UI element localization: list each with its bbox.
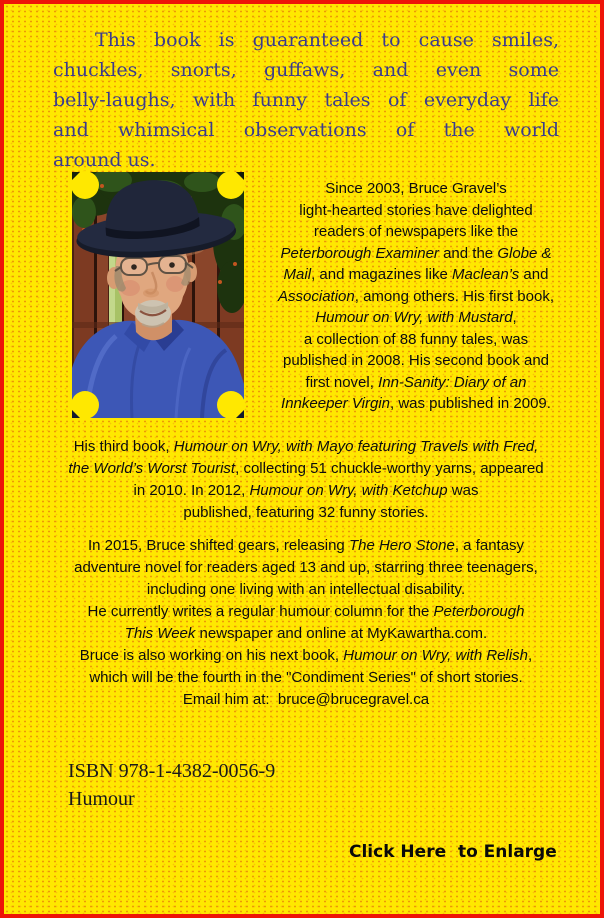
intro-line: This book is guaranteed to cause smiles, <box>95 29 559 51</box>
intro-line: chuckles, snorts, guffaws, and even some <box>53 59 559 81</box>
intro-paragraph <box>53 25 559 175</box>
intro-line: around us. <box>53 149 156 171</box>
genre-text: Humour <box>68 788 135 810</box>
intro-line: belly-laughs, with funny tales of everyday life <box>53 89 559 111</box>
intro-line: and whimsical observations of the world <box>53 119 559 141</box>
bio-beside-photo: Since 2003, Bruce Gravel’s light-hearted stories have delighted readers of newspapers like the Peterborough Examiner and the Globe & Mail, and magazines like Maclean’s and Association, among others. His first book, Humour on Wry, with Mustard, a collection of 88 funny tales, was published in 2008. His second book and first novel, Inn-Sanity: Diary of an Innkeeper Virgin, was published in 2009. <box>278 180 554 412</box>
author-photo <box>72 172 244 418</box>
author-portrait-illustration <box>72 172 244 418</box>
isbn-text: ISBN 978-1-4382-0056-9 <box>68 760 276 782</box>
bio-third-book: His third book, Humour on Wry, with Mayo featuring Travels with Fred, the World’s Worst Tourist, collecting 51 chuckle-worthy yarns, appeared in 2010. In 2012, Humour on Wry, with Ketchup was published, featuring 32 funny stories. <box>68 438 544 521</box>
bio-recent-books: In 2015, Bruce shifted gears, releasing The Hero Stone, a fantasy adventure novel for readers aged 13 and up, starring three teenagers, including one living with an intellectual disability. He currently writes a regular humour column for the Peterborough This Week newspaper and online at MyKawartha.com. Bruce is also working on his next book, Humour on Wry, with Relish, which will be the fourth in the "Condiment Series" of short stories. Email him at: bruce@brucegravel.ca <box>74 537 538 708</box>
enlarge-link[interactable]: Click Here to Enlarge <box>349 842 557 862</box>
imprint-block <box>68 757 275 813</box>
